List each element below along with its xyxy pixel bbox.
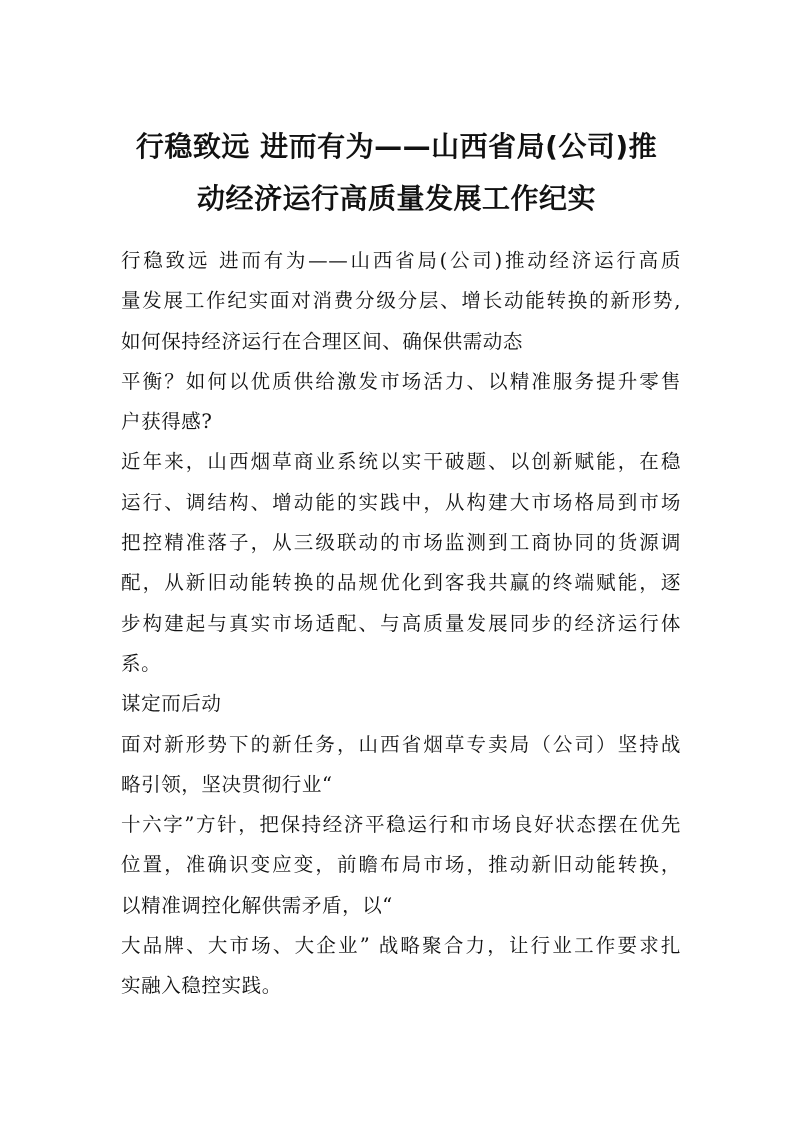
body-line: 略引领，坚决贯彻行业“	[121, 772, 333, 796]
body-line: 面对新形势下的新任务，山西省烟草专卖局（公司）坚持战	[121, 732, 681, 756]
body-line: 运行、调结构、增动能的实践中，从构建大市场格局到市场	[121, 490, 681, 514]
body-line: 系。	[121, 651, 162, 675]
body-line: 户获得感?	[121, 410, 213, 434]
document-title	[110, 121, 683, 225]
body-line: 位置，准确识变应变，前瞻布局市场，推动新旧动能转换，	[121, 853, 681, 877]
body-line: 实融入稳控实践。	[121, 974, 282, 998]
body-line: 量发展工作纪实面对消费分级分层、增长动能转换的新形势,	[121, 289, 681, 313]
document-body	[121, 244, 681, 1010]
title-line-2: 动经济运行高质量发展工作纪实	[196, 182, 596, 215]
title-line-1: 行稳致远 进而有为——山西省局(公司)推	[135, 130, 658, 163]
body-line: 十六字”方针，把保持经济平稳运行和市场良好状态摆在优先	[121, 813, 681, 837]
body-line: 以精准调控化解供需矛盾，以“	[121, 893, 393, 917]
body-line: 平衡？如何以优质供给激发市场活力、以精准服务提升零售	[121, 369, 681, 393]
body-line: 大品牌、大市场、大企业” 战略聚合力，让行业工作要求扎	[121, 934, 681, 958]
section-heading: 谋定而后动	[121, 692, 222, 716]
body-line: 如何保持经济运行在合理区间、确保供需动态	[121, 329, 524, 353]
body-line: 配，从新旧动能转换的品规优化到客我共赢的终端赋能，逐	[121, 571, 681, 595]
body-line: 把控精准落子，从三级联动的市场监测到工商协同的货源调	[121, 531, 681, 555]
body-line: 近年来，山西烟草商业系统以实干破题、以创新赋能，在稳	[121, 450, 681, 474]
body-line: 行稳致远 进而有为——山西省局(公司)推动经济运行高质	[121, 249, 681, 272]
body-line: 步构建起与真实市场适配、与高质量发展同步的经济运行体	[121, 611, 681, 635]
